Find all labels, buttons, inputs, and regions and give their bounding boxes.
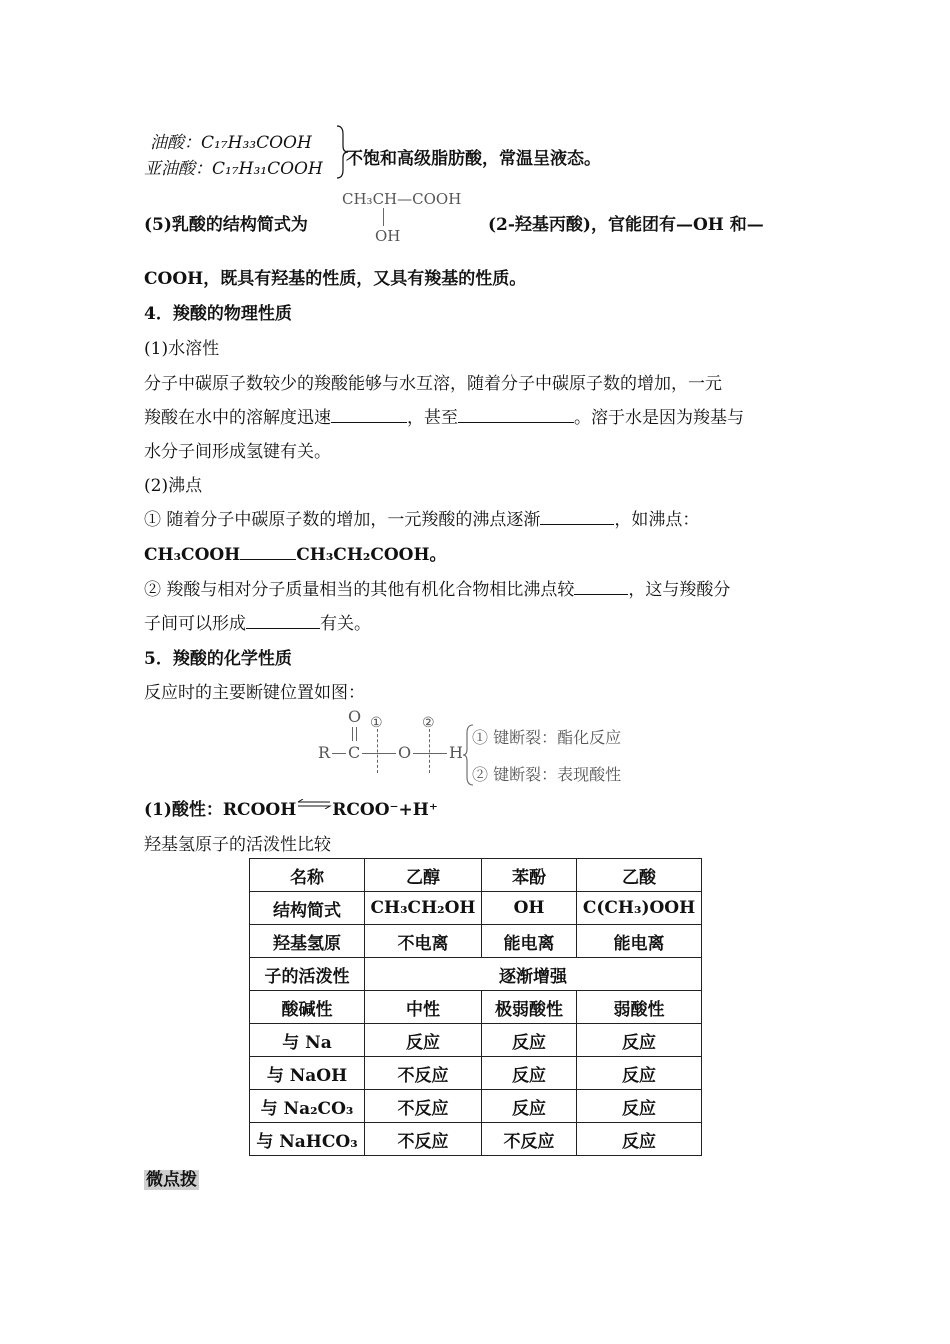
table-cell: 能电离: [577, 925, 702, 958]
tip-tag: [144, 1165, 199, 1190]
fatty-note: 不饱和高级脂肪酸，常温呈液态。: [346, 149, 601, 169]
header-cell: 苯酚: [482, 859, 577, 892]
blank-even[interactable]: [458, 404, 574, 423]
table-cell: 反应: [482, 1057, 577, 1090]
bp-point1-a: ① 随着分子中碳原子数的增加，一元羧酸的沸点逐渐: [144, 510, 541, 530]
diagram-double-bond-1: [352, 727, 353, 741]
table-cell: 反应: [577, 1090, 702, 1123]
section4-heading: 4．羧酸的物理性质: [144, 304, 292, 324]
table-cell: OH: [482, 892, 577, 925]
bp-point2: [144, 575, 730, 600]
oleic-label: 油酸：: [150, 133, 201, 153]
table-row: [250, 1024, 702, 1057]
diagram-mark-1: ①: [370, 715, 383, 731]
bp-point1: [144, 505, 699, 530]
row-label: 结构简式: [250, 892, 365, 925]
bp-point2-line2: [144, 609, 371, 634]
row-label: 与 NaHCO₃: [250, 1123, 365, 1156]
diagram-cut-1: [377, 729, 378, 773]
diagram-note-1: ① 键断裂：酯化反应: [472, 728, 622, 747]
oleic-line: [150, 128, 312, 153]
diagram-double-bond-2: [356, 727, 357, 741]
table-row: [250, 925, 702, 958]
lactic-bond: [383, 208, 384, 226]
table-cell: 中性: [365, 991, 482, 1024]
bond-diagram: [300, 705, 660, 787]
bp-point2-b: ，这与羧酸分: [628, 580, 731, 600]
comparison-table: [249, 858, 702, 1156]
table-cell: 不反应: [365, 1057, 482, 1090]
lactic-struct-top: CH₃CH—COOH: [342, 190, 462, 208]
trend-cell: 逐渐增强: [365, 958, 702, 991]
table-row: [250, 859, 702, 892]
bp-point1-b: ，如沸点：: [614, 510, 700, 530]
table-cell: 弱酸性: [577, 991, 702, 1024]
header-cell: 乙酸: [577, 859, 702, 892]
table-cell: 反应: [365, 1024, 482, 1057]
bp-point2-d: 有关。: [320, 614, 371, 634]
para1-line2: [144, 403, 744, 428]
header-cell: 名称: [250, 859, 365, 892]
header-cell: 乙醇: [365, 859, 482, 892]
table-row: [250, 1090, 702, 1123]
table-cell: 反应: [482, 1090, 577, 1123]
row-label: 酸碱性: [250, 991, 365, 1024]
diagram-o-atom: O: [348, 707, 362, 726]
table-cell: 能电离: [482, 925, 577, 958]
diagram-h: H: [449, 743, 463, 762]
row-label: 羟基氢原: [250, 925, 365, 958]
blank-bp-compare[interactable]: [240, 541, 296, 560]
lactic-line2: COOH，既具有羟基的性质，又具有羧基的性质。: [144, 269, 527, 289]
table-cell: 不反应: [482, 1123, 577, 1156]
row-label: 与 Na₂CO₃: [250, 1090, 365, 1123]
section5-intro: 反应时的主要断键位置如图：: [144, 683, 365, 703]
row-label: 子的活泼性: [250, 958, 365, 991]
section4-sub1: (1)水溶性: [144, 339, 220, 359]
para1-line3: 水分子间形成氢键有关。: [144, 442, 331, 462]
equilibrium-arrow-icon: [296, 794, 332, 814]
diagram-o: O: [398, 743, 412, 762]
blank-bp-high[interactable]: [574, 576, 628, 595]
bp-compare: [144, 540, 447, 565]
table-row: [250, 1057, 702, 1090]
diagram-mark-2: ②: [422, 715, 435, 731]
diagram-bond-oh: [413, 753, 447, 754]
blank-solubility[interactable]: [331, 404, 407, 423]
table-row: [250, 991, 702, 1024]
bp-point2-a: ② 羧酸与相对分子质量相当的其他有机化合物相比沸点较: [144, 580, 575, 600]
acidity-left: (1)酸性：RCOOH: [144, 800, 297, 820]
acidity-line: [144, 795, 438, 820]
table-row: [250, 1123, 702, 1156]
linoleic-line: [144, 154, 323, 179]
table-cell: 极弱酸性: [482, 991, 577, 1024]
lactic-intro: (5)乳酸的结构简式为: [144, 215, 308, 235]
compare-title: 羟基氢原子的活泼性比较: [144, 835, 331, 855]
table-cell: 反应: [577, 1057, 702, 1090]
blank-bp-trend[interactable]: [540, 506, 614, 525]
table-cell: 反应: [577, 1024, 702, 1057]
table-cell: 不反应: [365, 1123, 482, 1156]
para1-line2-c: 。溶于水是因为羧基与: [574, 408, 744, 428]
table-cell: 反应: [577, 1123, 702, 1156]
table-cell: 不电离: [365, 925, 482, 958]
row-label: 与 NaOH: [250, 1057, 365, 1090]
bp-left: CH₃COOH: [144, 545, 241, 565]
linoleic-label: 亚油酸：: [144, 159, 212, 179]
bp-right: CH₃CH₂COOH。: [296, 545, 447, 565]
diagram-bond-co: [362, 753, 396, 754]
section5-heading: 5．羧酸的化学性质: [144, 649, 292, 669]
table-cell: 不反应: [365, 1090, 482, 1123]
para1-line2-b: ，甚至: [407, 408, 458, 428]
diagram-note-2: ② 键断裂：表现酸性: [472, 765, 622, 784]
bp-point2-c: 子间可以形成: [144, 614, 246, 634]
blank-hbond[interactable]: [246, 610, 320, 629]
diagram-r: R: [318, 743, 331, 762]
diagram-cut-2: [429, 729, 430, 773]
table-row: [250, 892, 702, 925]
diagram-bond-rc: [332, 753, 346, 754]
lactic-struct-bottom: OH: [375, 227, 401, 245]
table-cell: CH₃CH₂OH: [365, 892, 482, 925]
oleic-formula: C₁₇H₃₃COOH: [201, 133, 312, 153]
tip-tag-label: 微点拨: [146, 1170, 197, 1190]
acidity-right: RCOO⁻+H⁺: [332, 800, 438, 820]
table-cell: C(CH₃)OOH: [577, 892, 702, 925]
table-row: [250, 958, 702, 991]
diagram-c: C: [348, 743, 361, 762]
table-cell: 反应: [482, 1024, 577, 1057]
para1-line1: 分子中碳原子数较少的羧酸能够与水互溶，随着分子中碳原子数的增加，一元: [144, 374, 722, 394]
section4-sub2: (2)沸点: [144, 476, 203, 496]
para1-line2-a: 羧酸在水中的溶解度迅速: [144, 408, 331, 428]
row-label: 与 Na: [250, 1024, 365, 1057]
lactic-after: (2-羟基丙酸)，官能团有—OH 和—: [488, 215, 764, 235]
linoleic-formula: C₁₇H₃₁COOH: [212, 159, 323, 179]
